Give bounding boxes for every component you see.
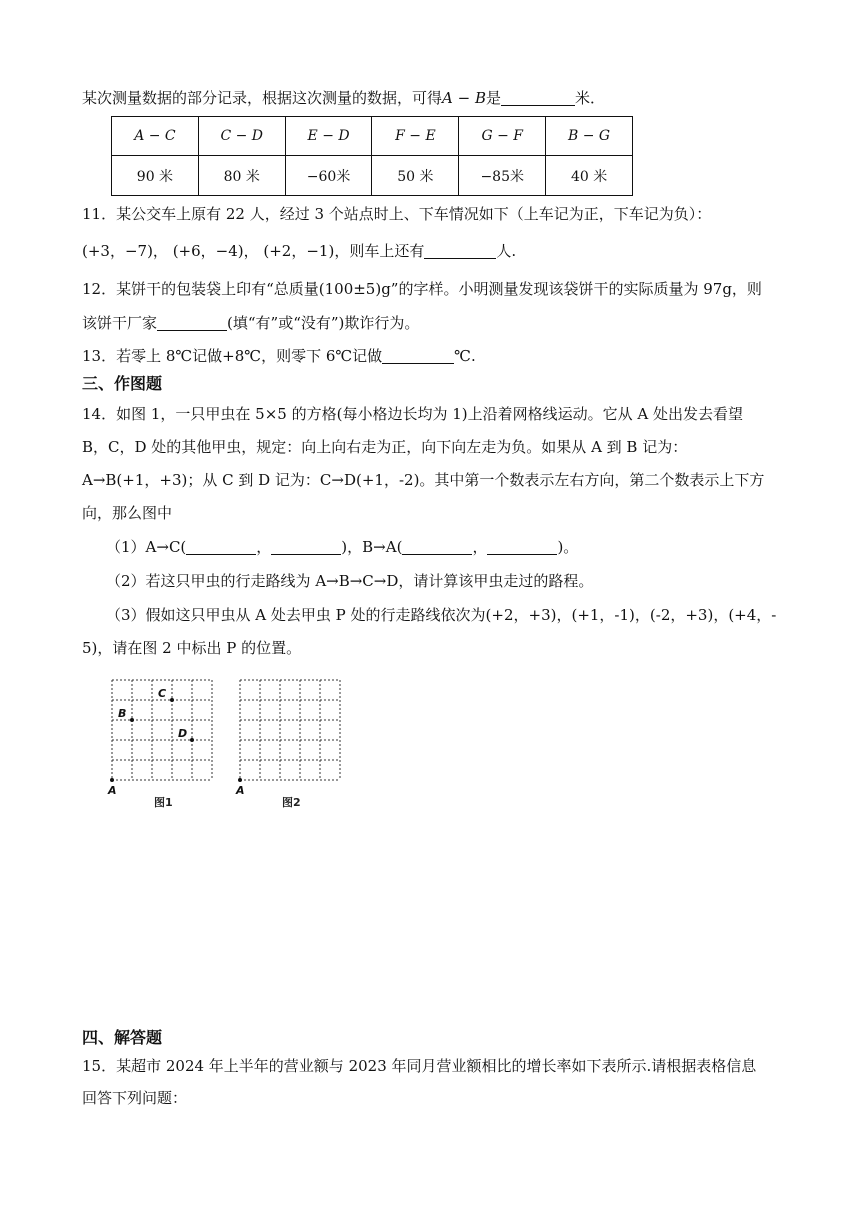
q14-sub1-comma: ， bbox=[472, 538, 488, 556]
q14-ac-x-blank[interactable] bbox=[186, 538, 256, 555]
table-header-cell: G − F bbox=[459, 117, 546, 156]
q14-sub3-line2: 5)，请在图 2 中标出 P 的位置。 bbox=[82, 639, 302, 657]
point-a-label: A bbox=[108, 784, 117, 797]
q10-line bbox=[82, 88, 605, 108]
figure-1-grid bbox=[100, 676, 222, 812]
q11-line2 bbox=[82, 241, 516, 261]
q14-line4: 向，那么图中 bbox=[82, 504, 173, 522]
table-header-row bbox=[112, 117, 633, 156]
q10-answer-blank[interactable] bbox=[501, 89, 575, 106]
q12-line1: 12．某饼干的包装袋上印有“总质量(100±5)g”的字样。小明测量发现该袋饼干的实际质量为 97g，则 bbox=[82, 280, 762, 298]
section-heading-drawing: 三、作图题 bbox=[82, 374, 163, 393]
figure-2-grid[interactable] bbox=[228, 676, 350, 812]
point-b-label: B bbox=[118, 707, 127, 720]
q12-line2-after: (填“有”或“没有”)欺诈行为。 bbox=[227, 314, 420, 332]
table-header-cell: C − D bbox=[198, 117, 285, 156]
q10-text-after: 米． bbox=[575, 89, 606, 107]
q13-after: ℃. bbox=[454, 347, 476, 365]
q14-sub3-line1: （3）假如这只甲虫从 A 处去甲虫 P 处的行走路线依次为(+2，+3)，(+1，-1)，(-2，+3)，(+4，- bbox=[106, 606, 777, 624]
q14-sub1-text: )，B→A( bbox=[341, 538, 403, 556]
table-value-cell: 40 米 bbox=[546, 156, 633, 196]
point-a-label: A bbox=[236, 784, 245, 797]
q10-text-before: 某次测量数据的部分记录，根据这次测量的数据，可得 bbox=[82, 89, 443, 107]
q12-answer-blank[interactable] bbox=[157, 314, 227, 331]
table-header-cell: A − C bbox=[112, 117, 199, 156]
q14-sub1-text: )。 bbox=[557, 538, 579, 556]
q10-text-mid: 是 bbox=[485, 89, 501, 107]
table-value-cell: 80 米 bbox=[198, 156, 285, 196]
point-a-marker bbox=[110, 778, 114, 782]
table-header-cell: B − G bbox=[546, 117, 633, 156]
q14-ac-y-blank[interactable] bbox=[271, 538, 341, 555]
point-c-label: C bbox=[158, 687, 167, 700]
q14-line3: A→B(+1，+3)；从 C 到 D 记为：C→D(+1，-2)。其中第一个数表示左右方向，第二个数表示上下方 bbox=[82, 471, 765, 489]
table-header-cell: F − E bbox=[372, 117, 459, 156]
point-d-marker bbox=[190, 738, 194, 742]
q11-line1: 11．某公交车上原有 22 人，经过 3 个站点时上、下车情况如下（上车记为正，下车记为负）： bbox=[82, 205, 712, 223]
q14-ba-y-blank[interactable] bbox=[487, 538, 557, 555]
q14-sub1-comma: ， bbox=[256, 538, 272, 556]
section-heading-solutions: 四、解答题 bbox=[82, 1028, 163, 1047]
table-value-cell: −85米 bbox=[459, 156, 546, 196]
q14-sub1 bbox=[106, 537, 578, 557]
q13-before: 13．若零上 8℃记做+8℃，则零下 6℃记做 bbox=[82, 347, 383, 365]
q15-line2: 回答下列问题： bbox=[82, 1089, 188, 1107]
q15-line1: 15．某超市 2024 年上半年的营业额与 2023 年同月营业额相比的增长率如下表所示.请根据表格信息 bbox=[82, 1057, 757, 1075]
measurement-table bbox=[111, 116, 633, 196]
q14-line1: 14．如图 1，一只甲虫在 5×5 的方格(每小格边长均为 1)上沿着网格线运动。它从 A 处出发去看望 bbox=[82, 405, 743, 423]
table-value-row bbox=[112, 156, 633, 196]
point-b-marker bbox=[130, 718, 134, 722]
table-value-cell: −60米 bbox=[285, 156, 372, 196]
table-value-cell: 50 米 bbox=[372, 156, 459, 196]
q13-line bbox=[82, 346, 476, 366]
point-d-label: D bbox=[178, 727, 188, 740]
q11-line2-after: 人. bbox=[496, 242, 517, 260]
q12-line2-before: 该饼干厂家 bbox=[82, 314, 158, 332]
q12-line2 bbox=[82, 313, 419, 333]
table-value-cell: 90 米 bbox=[112, 156, 199, 196]
q14-ba-x-blank[interactable] bbox=[402, 538, 472, 555]
q11-line2-before: (+3，−7)， (+6，−4)， (+2，−1)，则车上还有 bbox=[82, 242, 425, 260]
table-header-cell: E − D bbox=[285, 117, 372, 156]
q14-line2: B，C，D 处的其他甲虫，规定：向上向右走为正，向下向左走为负。如果从 A 到 B 记为： bbox=[82, 438, 688, 456]
q14-sub2: （2）若这只甲虫的行走路线为 A→B→C→D，请计算该甲虫走过的路程。 bbox=[106, 572, 594, 590]
q10-expr: A − B bbox=[442, 89, 486, 107]
point-c-marker bbox=[170, 698, 174, 702]
figure-caption: 图2 bbox=[282, 796, 301, 809]
q14-sub1-text: （1）A→C( bbox=[106, 538, 187, 556]
point-a-marker bbox=[238, 778, 242, 782]
q13-answer-blank[interactable] bbox=[382, 347, 454, 364]
figure-caption: 图1 bbox=[154, 796, 173, 809]
q11-answer-blank[interactable] bbox=[424, 242, 496, 259]
